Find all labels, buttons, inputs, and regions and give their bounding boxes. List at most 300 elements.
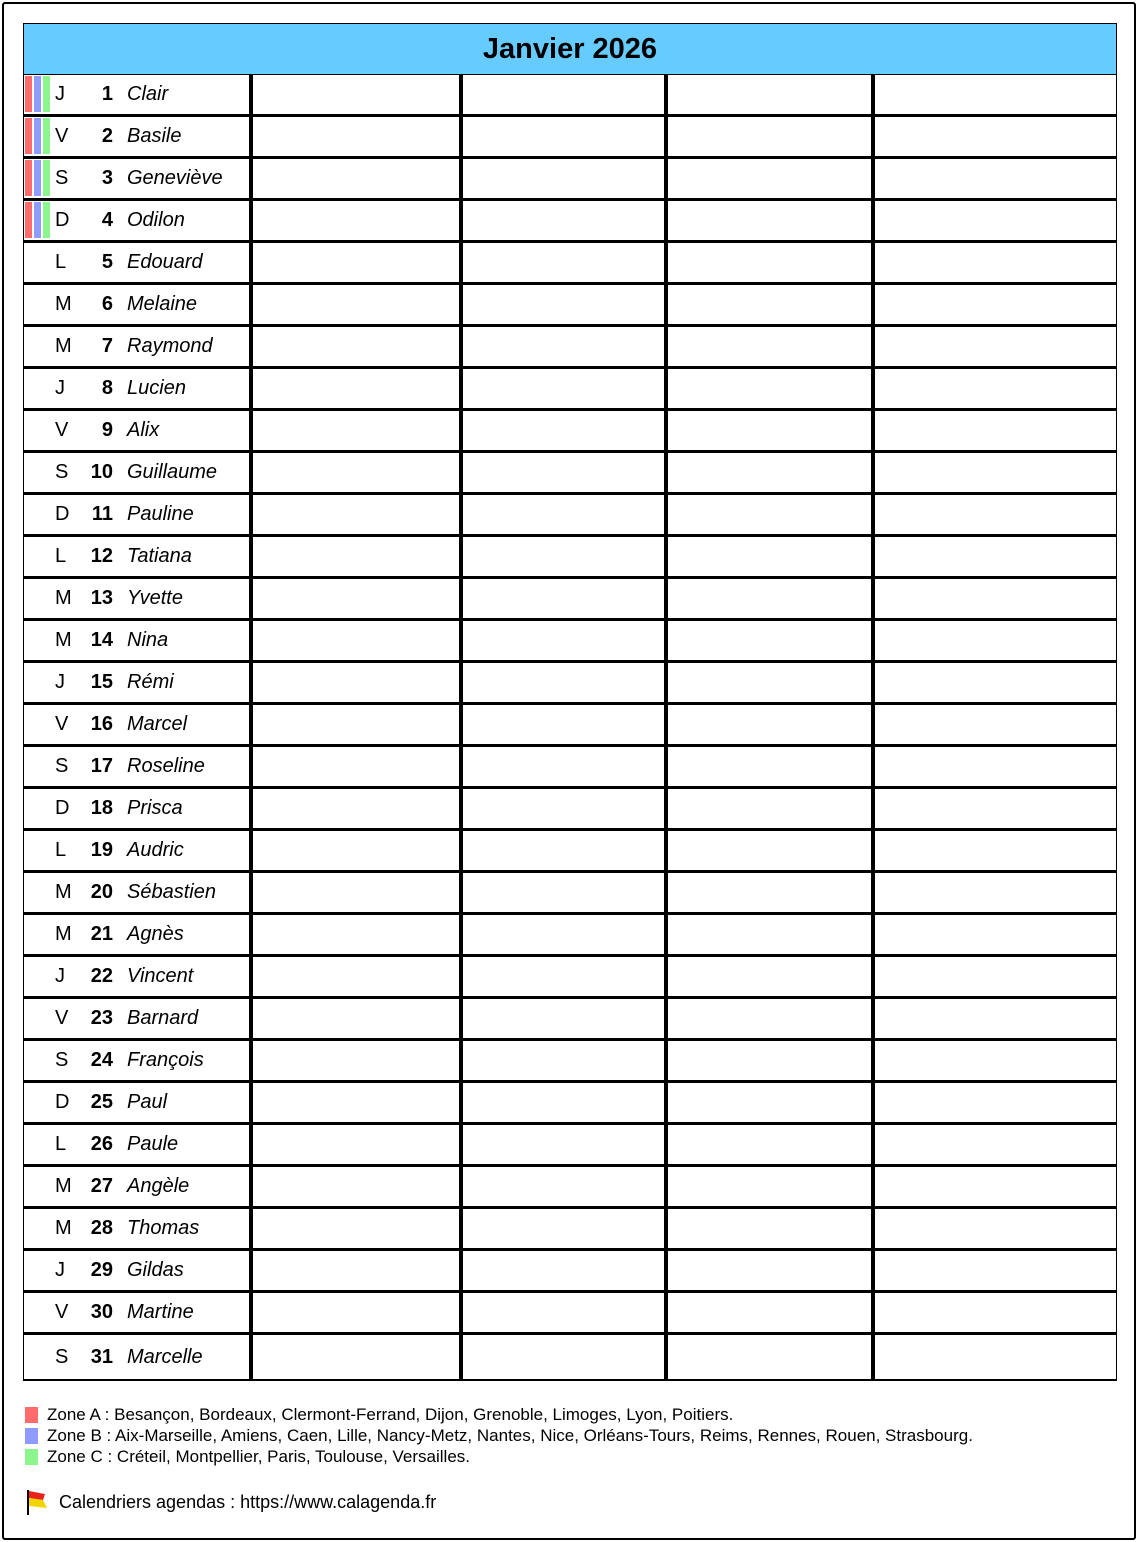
weekday-letter: L xyxy=(55,839,67,861)
note-cell-3[interactable] xyxy=(668,999,875,1038)
table-row xyxy=(24,159,1116,201)
note-cell-2[interactable] xyxy=(463,201,668,240)
note-cell-3[interactable] xyxy=(668,789,875,828)
day-cell xyxy=(24,369,253,408)
weekday-letter: V xyxy=(55,713,69,735)
weekday-letter: J xyxy=(55,83,65,105)
zone-b-bar xyxy=(34,76,41,112)
note-cell-2[interactable] xyxy=(463,873,668,912)
weekday-letter: S xyxy=(55,1345,69,1368)
zone-c-bar xyxy=(43,160,50,196)
note-cell-2[interactable] xyxy=(463,159,668,198)
day-number: 30 xyxy=(90,1301,113,1323)
calendar-table xyxy=(23,23,1117,1381)
saint-name: Prisca xyxy=(127,797,183,819)
saint-name: Basile xyxy=(127,125,182,147)
weekday-letter: J xyxy=(55,965,65,987)
weekday-letter: V xyxy=(55,1007,69,1029)
note-cell-3[interactable] xyxy=(668,1167,875,1206)
saint-name: Paul xyxy=(127,1091,168,1113)
note-cell-4[interactable] xyxy=(875,957,1116,996)
note-cell-1[interactable] xyxy=(253,999,463,1038)
note-cell-2[interactable] xyxy=(463,1251,668,1290)
note-cell-3[interactable] xyxy=(668,1125,875,1164)
note-cell-1[interactable] xyxy=(253,495,463,534)
day-number: 8 xyxy=(101,377,113,399)
table-row xyxy=(24,789,1116,831)
table-row xyxy=(24,285,1116,327)
note-cell-3[interactable] xyxy=(668,411,875,450)
note-cell-3[interactable] xyxy=(668,495,875,534)
note-cell-2[interactable] xyxy=(463,999,668,1038)
table-row xyxy=(24,453,1116,495)
note-cell-3[interactable] xyxy=(668,1251,875,1290)
saint-name: Geneviève xyxy=(127,167,223,189)
day-number: 27 xyxy=(90,1175,113,1197)
note-cell-2[interactable] xyxy=(463,453,668,492)
note-cell-2[interactable] xyxy=(463,621,668,660)
weekday-letter: V xyxy=(55,1301,69,1323)
note-cell-3[interactable] xyxy=(668,957,875,996)
note-cell-1[interactable] xyxy=(253,1251,463,1290)
note-cell-2[interactable] xyxy=(463,1041,668,1080)
zone-c-bar xyxy=(43,118,50,154)
day-cell xyxy=(24,201,253,240)
note-cell-2[interactable] xyxy=(463,663,668,702)
zone-a-swatch xyxy=(25,1407,38,1423)
note-cell-3[interactable] xyxy=(668,1041,875,1080)
table-row xyxy=(24,327,1116,369)
weekday-letter: M xyxy=(55,1175,72,1197)
note-cell-2[interactable] xyxy=(463,369,668,408)
note-cell-4[interactable] xyxy=(875,873,1116,912)
day-cell xyxy=(24,537,253,576)
note-cell-2[interactable] xyxy=(463,705,668,744)
note-cell-3[interactable] xyxy=(668,537,875,576)
note-cell-3[interactable] xyxy=(668,1083,875,1122)
note-cell-2[interactable] xyxy=(463,957,668,996)
day-cell xyxy=(24,243,253,282)
note-cell-1[interactable] xyxy=(253,1293,463,1332)
weekday-letter: D xyxy=(55,797,70,819)
saint-name: Marcelle xyxy=(127,1345,203,1368)
saint-name: Raymond xyxy=(127,335,213,357)
zone-b-swatch xyxy=(25,1428,38,1444)
weekday-letter: L xyxy=(55,1133,67,1155)
note-cell-4[interactable] xyxy=(875,999,1116,1038)
table-row xyxy=(24,1293,1116,1335)
day-number: 31 xyxy=(90,1345,113,1368)
table-row xyxy=(24,663,1116,705)
note-cell-3[interactable] xyxy=(668,621,875,660)
zone-a-bar xyxy=(25,76,32,112)
saint-name: Clair xyxy=(127,83,169,105)
table-row xyxy=(24,75,1116,117)
day-cell xyxy=(24,663,253,702)
note-cell-1[interactable] xyxy=(253,1167,463,1206)
note-cell-4[interactable] xyxy=(875,117,1116,156)
note-cell-4[interactable] xyxy=(875,1125,1116,1164)
weekday-letter: M xyxy=(55,629,72,651)
note-cell-2[interactable] xyxy=(463,1167,668,1206)
saint-name: Marcel xyxy=(127,713,188,735)
note-cell-3[interactable] xyxy=(668,831,875,870)
saint-name: Lucien xyxy=(127,377,186,399)
saint-name: Paule xyxy=(127,1133,179,1155)
note-cell-1[interactable] xyxy=(253,243,463,282)
day-cell xyxy=(24,873,253,912)
weekday-letter: M xyxy=(55,587,72,609)
weekday-letter: J xyxy=(55,1259,65,1281)
saint-name: François xyxy=(127,1049,204,1071)
note-cell-4[interactable] xyxy=(875,327,1116,366)
weekday-letter: S xyxy=(55,167,69,189)
note-cell-4[interactable] xyxy=(875,915,1116,954)
table-row xyxy=(24,117,1116,159)
day-cell xyxy=(24,75,253,114)
note-cell-1[interactable] xyxy=(253,873,463,912)
note-cell-2[interactable] xyxy=(463,1209,668,1248)
note-cell-4[interactable] xyxy=(875,663,1116,702)
note-cell-1[interactable] xyxy=(253,663,463,702)
note-cell-4[interactable] xyxy=(875,1335,1116,1379)
note-cell-3[interactable] xyxy=(668,705,875,744)
saint-name: Martine xyxy=(127,1301,194,1323)
note-cell-4[interactable] xyxy=(875,1083,1116,1122)
note-cell-2[interactable] xyxy=(463,747,668,786)
note-cell-2[interactable] xyxy=(463,579,668,618)
legend-zone-c xyxy=(25,1446,973,1467)
note-cell-3[interactable] xyxy=(668,117,875,156)
table-row xyxy=(24,1167,1116,1209)
note-cell-4[interactable] xyxy=(875,201,1116,240)
table-row xyxy=(24,537,1116,579)
day-number: 21 xyxy=(90,923,113,945)
note-cell-1[interactable] xyxy=(253,411,463,450)
saint-name: Sébastien xyxy=(127,881,216,903)
day-number: 17 xyxy=(90,755,113,777)
note-cell-3[interactable] xyxy=(668,1209,875,1248)
day-cell xyxy=(24,495,253,534)
note-cell-1[interactable] xyxy=(253,453,463,492)
day-number: 15 xyxy=(90,671,113,693)
day-number: 13 xyxy=(90,587,113,609)
day-cell xyxy=(24,453,253,492)
zone-b-text: Zone B : Aix-Marseille, Amiens, Caen, Lille, Nancy-Metz, Nantes, Nice, Orléans-Tours, Reims, Rennes, Rouen, Strasbourg. xyxy=(47,1425,973,1445)
note-cell-2[interactable] xyxy=(463,915,668,954)
zone-c-swatch xyxy=(25,1449,38,1465)
note-cell-1[interactable] xyxy=(253,1125,463,1164)
holiday-zone-bars xyxy=(25,118,52,154)
note-cell-2[interactable] xyxy=(463,1293,668,1332)
day-cell xyxy=(24,1041,253,1080)
weekday-letter: M xyxy=(55,1217,72,1239)
note-cell-2[interactable] xyxy=(463,411,668,450)
saint-name: Tatiana xyxy=(127,545,192,567)
weekday-letter: M xyxy=(55,335,72,357)
note-cell-4[interactable] xyxy=(875,369,1116,408)
note-cell-1[interactable] xyxy=(253,1209,463,1248)
note-cell-3[interactable] xyxy=(668,579,875,618)
weekday-letter: J xyxy=(55,377,65,399)
day-number: 9 xyxy=(101,419,113,441)
saint-name: Nina xyxy=(127,629,169,651)
note-cell-4[interactable] xyxy=(875,411,1116,450)
note-cell-3[interactable] xyxy=(668,1293,875,1332)
day-cell xyxy=(24,747,253,786)
table-row xyxy=(24,957,1116,999)
weekday-letter: M xyxy=(55,293,72,315)
day-number: 18 xyxy=(90,797,113,819)
note-cell-4[interactable] xyxy=(875,243,1116,282)
table-row xyxy=(24,411,1116,453)
table-row xyxy=(24,201,1116,243)
legend-zone-b xyxy=(25,1425,973,1446)
day-cell xyxy=(24,579,253,618)
weekday-letter: S xyxy=(55,755,69,777)
day-number: 29 xyxy=(90,1259,113,1281)
note-cell-1[interactable] xyxy=(253,117,463,156)
day-cell xyxy=(24,621,253,660)
day-rows xyxy=(24,75,1116,1380)
note-cell-2[interactable] xyxy=(463,243,668,282)
day-cell xyxy=(24,1083,253,1122)
note-cell-2[interactable] xyxy=(463,789,668,828)
saint-name: Gildas xyxy=(127,1259,184,1281)
day-number: 26 xyxy=(90,1133,113,1155)
day-cell xyxy=(24,117,253,156)
table-row xyxy=(24,747,1116,789)
note-cell-1[interactable] xyxy=(253,831,463,870)
note-cell-3[interactable] xyxy=(668,75,875,114)
table-row xyxy=(24,369,1116,411)
day-number: 3 xyxy=(101,167,113,189)
note-cell-3[interactable] xyxy=(668,243,875,282)
note-cell-2[interactable] xyxy=(463,327,668,366)
day-cell xyxy=(24,915,253,954)
note-cell-3[interactable] xyxy=(668,873,875,912)
note-cell-1[interactable] xyxy=(253,1041,463,1080)
note-cell-2[interactable] xyxy=(463,117,668,156)
table-row xyxy=(24,1251,1116,1293)
day-number: 10 xyxy=(90,461,113,483)
note-cell-1[interactable] xyxy=(253,285,463,324)
note-cell-1[interactable] xyxy=(253,1083,463,1122)
zone-b-bar xyxy=(34,160,41,196)
zone-c-bar xyxy=(43,202,50,238)
legend-zone-a xyxy=(25,1404,973,1425)
note-cell-1[interactable] xyxy=(253,789,463,828)
zone-a-bar xyxy=(25,202,32,238)
note-cell-4[interactable] xyxy=(875,1041,1116,1080)
table-row xyxy=(24,831,1116,873)
saint-name: Edouard xyxy=(127,251,203,273)
holiday-zone-bars xyxy=(25,202,52,238)
month-title: Janvier 2026 xyxy=(24,24,1116,75)
note-cell-4[interactable] xyxy=(875,537,1116,576)
note-cell-4[interactable] xyxy=(875,75,1116,114)
note-cell-1[interactable] xyxy=(253,327,463,366)
note-cell-3[interactable] xyxy=(668,159,875,198)
note-cell-3[interactable] xyxy=(668,201,875,240)
saint-name: Alix xyxy=(127,419,160,441)
saint-name: Roseline xyxy=(127,755,205,777)
day-cell xyxy=(24,1167,253,1206)
day-number: 25 xyxy=(90,1091,113,1113)
note-cell-1[interactable] xyxy=(253,579,463,618)
zone-c-text: Zone C : Créteil, Montpellier, Paris, Toulouse, Versailles. xyxy=(47,1446,470,1466)
table-row xyxy=(24,495,1116,537)
table-row xyxy=(24,579,1116,621)
day-cell xyxy=(24,1209,253,1248)
note-cell-3[interactable] xyxy=(668,747,875,786)
note-cell-1[interactable] xyxy=(253,957,463,996)
day-cell xyxy=(24,789,253,828)
saint-name: Pauline xyxy=(127,503,194,525)
note-cell-1[interactable] xyxy=(253,705,463,744)
note-cell-2[interactable] xyxy=(463,831,668,870)
day-number: 19 xyxy=(90,839,113,861)
holiday-zone-bars xyxy=(25,76,52,112)
note-cell-4[interactable] xyxy=(875,1251,1116,1290)
note-cell-3[interactable] xyxy=(668,369,875,408)
weekday-letter: M xyxy=(55,923,72,945)
note-cell-1[interactable] xyxy=(253,1335,463,1379)
note-cell-1[interactable] xyxy=(253,75,463,114)
note-cell-3[interactable] xyxy=(668,1335,875,1379)
note-cell-1[interactable] xyxy=(253,915,463,954)
footer-link[interactable]: Calendriers agendas : https://www.calagenda.fr xyxy=(59,1491,437,1512)
zone-legend xyxy=(25,1404,973,1467)
day-cell xyxy=(24,285,253,324)
note-cell-4[interactable] xyxy=(875,831,1116,870)
day-cell xyxy=(24,705,253,744)
zone-a-text: Zone A : Besançon, Bordeaux, Clermont-Ferrand, Dijon, Grenoble, Limoges, Lyon, Poitiers. xyxy=(47,1404,734,1424)
note-cell-4[interactable] xyxy=(875,453,1116,492)
saint-name: Agnès xyxy=(127,923,184,945)
table-row xyxy=(24,873,1116,915)
note-cell-2[interactable] xyxy=(463,537,668,576)
saint-name: Barnard xyxy=(127,1007,199,1029)
day-number: 4 xyxy=(101,209,113,231)
day-cell xyxy=(24,1335,253,1379)
day-number: 11 xyxy=(91,503,113,525)
table-row xyxy=(24,1083,1116,1125)
note-cell-4[interactable] xyxy=(875,1167,1116,1206)
day-number: 16 xyxy=(90,713,113,735)
day-number: 23 xyxy=(90,1007,113,1029)
note-cell-1[interactable] xyxy=(253,537,463,576)
day-cell xyxy=(24,159,253,198)
note-cell-1[interactable] xyxy=(253,159,463,198)
table-row xyxy=(24,705,1116,747)
weekday-letter: V xyxy=(55,419,69,441)
zone-c-bar xyxy=(43,76,50,112)
day-number: 12 xyxy=(90,545,113,567)
day-number: 7 xyxy=(101,335,113,357)
footer xyxy=(25,1488,436,1516)
zone-b-bar xyxy=(34,118,41,154)
saint-name: Thomas xyxy=(127,1217,200,1239)
weekday-letter: D xyxy=(55,503,70,525)
note-cell-3[interactable] xyxy=(668,285,875,324)
weekday-letter: L xyxy=(55,251,67,273)
note-cell-4[interactable] xyxy=(875,747,1116,786)
weekday-letter: S xyxy=(55,461,69,483)
table-row xyxy=(24,243,1116,285)
table-row xyxy=(24,621,1116,663)
table-row xyxy=(24,1209,1116,1251)
note-cell-2[interactable] xyxy=(463,1335,668,1379)
saint-name: Odilon xyxy=(127,209,185,231)
note-cell-1[interactable] xyxy=(253,201,463,240)
day-cell xyxy=(24,327,253,366)
note-cell-3[interactable] xyxy=(668,915,875,954)
note-cell-2[interactable] xyxy=(463,1083,668,1122)
weekday-letter: M xyxy=(55,881,72,903)
day-cell xyxy=(24,999,253,1038)
table-row xyxy=(24,1125,1116,1167)
day-number: 24 xyxy=(90,1049,113,1071)
zone-a-bar xyxy=(25,118,32,154)
day-number: 14 xyxy=(90,629,113,651)
note-cell-1[interactable] xyxy=(253,621,463,660)
table-row xyxy=(24,915,1116,957)
saint-name: Angèle xyxy=(127,1175,190,1197)
day-cell xyxy=(24,1251,253,1290)
saint-name: Rémi xyxy=(127,671,174,693)
day-number: 22 xyxy=(90,965,113,987)
note-cell-4[interactable] xyxy=(875,495,1116,534)
zone-a-bar xyxy=(25,160,32,196)
holiday-zone-bars xyxy=(25,160,52,196)
table-row xyxy=(24,999,1116,1041)
weekday-letter: S xyxy=(55,1049,69,1071)
saint-name: Audric xyxy=(127,839,184,861)
weekday-letter: D xyxy=(55,1091,70,1113)
saint-name: Vincent xyxy=(127,965,194,987)
saint-name: Melaine xyxy=(127,293,198,315)
note-cell-3[interactable] xyxy=(668,453,875,492)
table-row xyxy=(24,1041,1116,1083)
note-cell-2[interactable] xyxy=(463,1125,668,1164)
note-cell-4[interactable] xyxy=(875,1209,1116,1248)
note-cell-2[interactable] xyxy=(463,75,668,114)
note-cell-4[interactable] xyxy=(875,621,1116,660)
day-number: 2 xyxy=(101,125,113,147)
note-cell-4[interactable] xyxy=(875,1293,1116,1332)
day-number: 28 xyxy=(90,1217,113,1239)
note-cell-3[interactable] xyxy=(668,663,875,702)
note-cell-2[interactable] xyxy=(463,495,668,534)
note-cell-4[interactable] xyxy=(875,285,1116,324)
note-cell-4[interactable] xyxy=(875,579,1116,618)
day-number: 1 xyxy=(101,83,113,105)
note-cell-2[interactable] xyxy=(463,285,668,324)
note-cell-1[interactable] xyxy=(253,747,463,786)
note-cell-3[interactable] xyxy=(668,327,875,366)
note-cell-4[interactable] xyxy=(875,789,1116,828)
note-cell-1[interactable] xyxy=(253,369,463,408)
weekday-letter: D xyxy=(55,209,70,231)
day-cell xyxy=(24,411,253,450)
weekday-letter: L xyxy=(55,545,67,567)
weekday-letter: V xyxy=(55,125,69,147)
day-cell xyxy=(24,1293,253,1332)
note-cell-4[interactable] xyxy=(875,705,1116,744)
table-row xyxy=(24,1335,1116,1380)
note-cell-4[interactable] xyxy=(875,159,1116,198)
